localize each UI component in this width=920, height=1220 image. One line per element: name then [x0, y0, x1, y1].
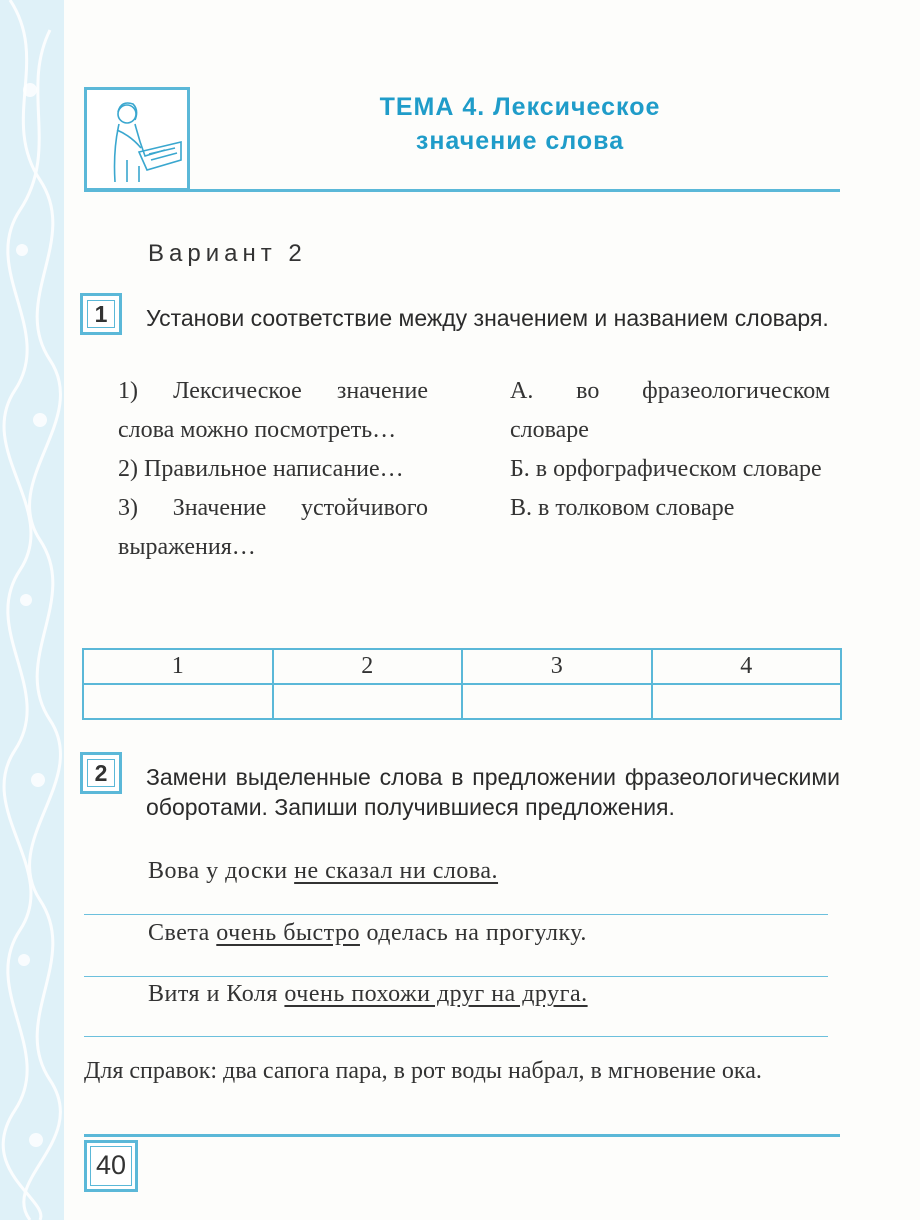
task1-left-item: 1) Лексическое значение слова можно посмотреть…: [118, 378, 428, 443]
sentence-text: Вова у доски: [148, 858, 295, 884]
answer-writing-line[interactable]: [84, 1036, 828, 1037]
task2-sentence: [148, 858, 498, 885]
task1-left-item: 3) Значение устойчивого выражения…: [118, 495, 428, 560]
task-number-badge: 2: [80, 752, 122, 794]
task1-left-column: [118, 372, 428, 567]
header-divider: [84, 189, 840, 192]
reference-note: Для справок: два сапога пара, в рот воды набрал, в мгновение ока.: [84, 1058, 762, 1084]
page-number: 40: [84, 1140, 138, 1192]
variant-label: Вариант 2: [148, 240, 307, 267]
topic-title-line2: значение слова: [415, 127, 625, 155]
header-illustration: [84, 87, 190, 191]
answer-writing-line[interactable]: [84, 914, 828, 915]
highlighted-phrase: очень быстро: [216, 920, 360, 946]
topic-title-line1: ТЕМА 4. Лексическое: [379, 93, 661, 121]
task1-instruction: Установи соответствие между значением и названием словаря.: [146, 305, 829, 331]
decorative-ornament-border: [0, 0, 64, 1220]
highlighted-phrase: очень похожи друг на друга.: [284, 981, 588, 1007]
answer-table: [82, 648, 842, 720]
footer-divider: [84, 1134, 840, 1137]
task1-right-item: В. в толковом словаре: [510, 495, 735, 521]
task-number-badge: 1: [80, 293, 122, 335]
highlighted-phrase: не сказал ни слова.: [294, 858, 499, 884]
answer-cell[interactable]: [83, 684, 273, 719]
answer-writing-line[interactable]: [84, 976, 828, 977]
task1-right-item: Б. в орфографическом словаре: [510, 456, 822, 482]
answer-table-header-row: [83, 649, 841, 684]
answer-table-header-cell: 3: [462, 649, 652, 684]
task1-right-column: [510, 372, 830, 528]
answer-cell[interactable]: [273, 684, 463, 719]
answer-table-header-cell: 4: [652, 649, 842, 684]
task1-left-item: 2) Правильное написание…: [118, 456, 404, 482]
answer-table-header-cell: 1: [83, 649, 273, 684]
girl-at-desk-icon: [87, 90, 187, 188]
sentence-text: Витя и Коля: [148, 981, 285, 1007]
task2-sentence: [148, 920, 587, 947]
sentence-text: Света: [148, 920, 217, 946]
topic-title: [300, 90, 740, 158]
task2-sentence: [148, 981, 588, 1008]
answer-cell[interactable]: [462, 684, 652, 719]
answer-table-input-row: [83, 684, 841, 719]
answer-table-header-cell: 2: [273, 649, 463, 684]
sentence-text: оделась на прогулку.: [359, 920, 587, 946]
task2-instruction: Замени выделенные слова в предложении фразеологическими оборотами. Запиши получившиеся предложения.: [146, 764, 840, 820]
task1-right-item: А. во фразеологическом словаре: [510, 378, 830, 443]
answer-cell[interactable]: [652, 684, 842, 719]
